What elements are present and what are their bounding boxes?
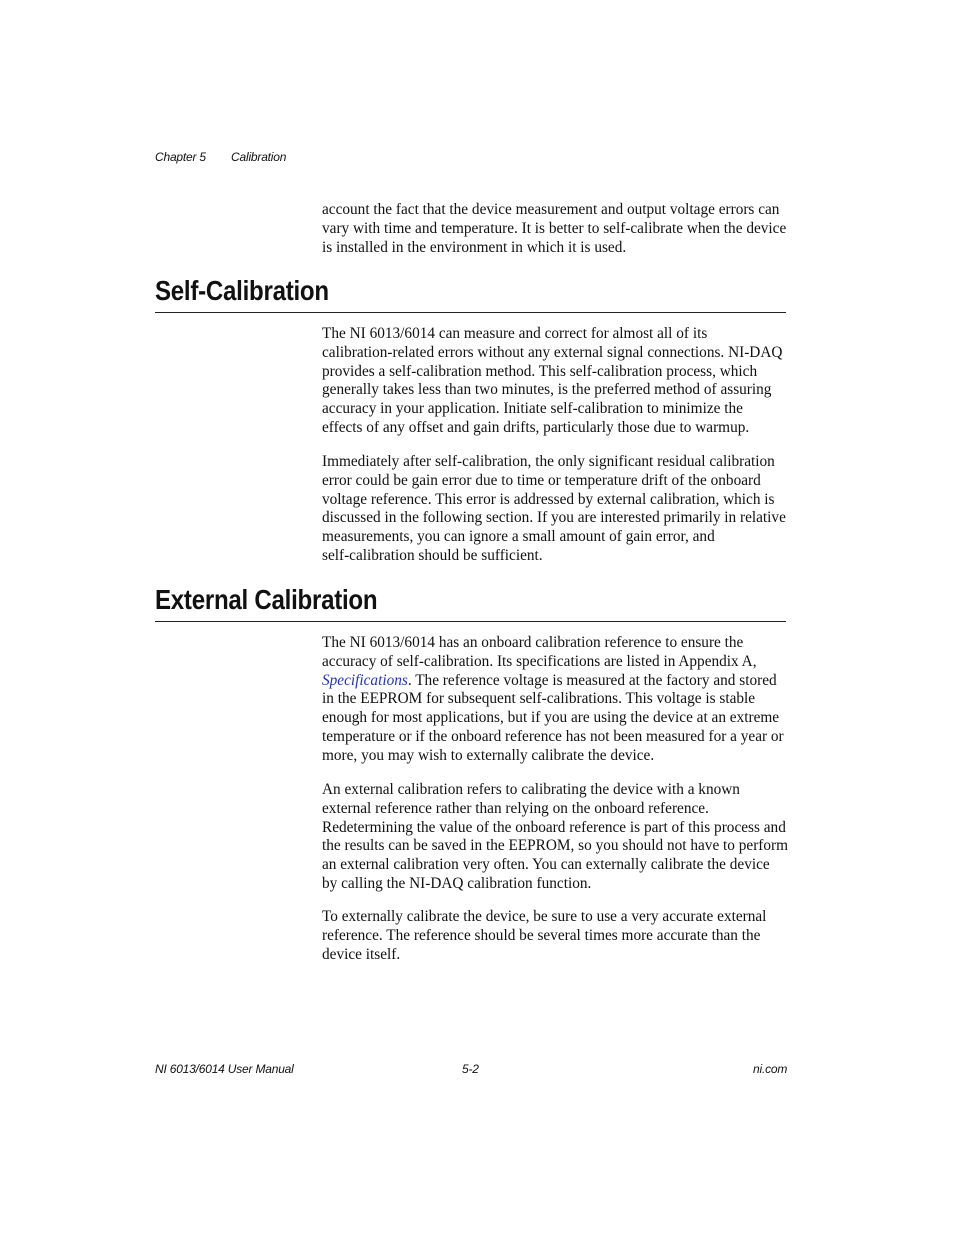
text-line: vary with time and temperature. It is better to self-calibrate when the device (322, 219, 787, 237)
text-line: external reference rather than relying on the onboard reference. (322, 799, 709, 817)
footer-manual-title: NI 6013/6014 User Manual (155, 1062, 294, 1076)
footer-page-number: 5-2 (462, 1062, 479, 1076)
text-line: calibration-related errors without any external signal connections. NI-DAQ (322, 343, 783, 361)
text-line: an external calibration very often. You can externally calibrate the device (322, 856, 770, 874)
text-line: Immediately after self-calibration, the only significant residual calibration (322, 453, 775, 470)
text-line: more, you may wish to externally calibrate the device. (322, 746, 655, 764)
text-line: the results can be saved in the EEPROM, so you should not have to perform (322, 837, 789, 855)
external-calibration-paragraph-3 (322, 908, 788, 964)
section-divider (155, 621, 786, 622)
self-calibration-heading: Self-Calibration (155, 275, 329, 306)
text-line: measurements, you can ignore a small amount of gain error, and (322, 528, 715, 546)
external-calibration-paragraph-1 (322, 634, 788, 766)
footer-website: ni.com (753, 1062, 788, 1076)
running-header (155, 150, 286, 164)
text-line: is installed in the environment in which it is used. (322, 238, 627, 256)
text-line: generally takes less than two minutes, is the preferred method of assuring (322, 381, 772, 399)
text-line: accuracy in your application. Initiate self-calibration to minimize the (322, 400, 743, 418)
text-line: Redetermining the value of the onboard reference is part of this process and (322, 818, 786, 836)
text-line: self-calibration should be sufficient. (322, 546, 543, 564)
text-line: enough for most applications, but if you are using the device at an extreme (322, 709, 780, 727)
text-line: temperature or if the onboard reference has not been measured for a year or (322, 727, 784, 745)
text-line: An external calibration refers to calibrating the device with a known (322, 781, 740, 798)
text-line: accuracy of self-calibration. Its specifications are listed in Appendix A, (322, 652, 757, 670)
self-calibration-paragraph-1 (322, 325, 788, 438)
text-line: in the EEPROM for subsequent self-calibrations. This voltage is stable (322, 690, 756, 708)
text-line: error could be gain error due to time or temperature drift of the onboard (322, 471, 761, 489)
section-label: Calibration (231, 150, 287, 164)
specifications-link[interactable]: Specifications (322, 671, 408, 689)
text-line: The NI 6013/6014 can measure and correct for almost all of its (322, 325, 708, 342)
text-line: reference. The reference should be several times more accurate than the (322, 926, 761, 944)
text-line (322, 672, 788, 691)
self-calibration-paragraph-2 (322, 453, 788, 566)
text-line: To externally calibrate the device, be sure to use a very accurate external (322, 908, 767, 925)
text-line: account the fact that the device measurement and output voltage errors can (322, 201, 780, 218)
text-line: device itself. (322, 945, 401, 963)
text-line: The NI 6013/6014 has an onboard calibration reference to ensure the (322, 634, 744, 651)
section-divider (155, 312, 786, 313)
text-line: voltage reference. This error is addressed by external calibration, which is (322, 490, 775, 508)
chapter-label: Chapter 5 (155, 150, 206, 164)
external-calibration-heading: External Calibration (155, 584, 378, 615)
text-line: provides a self-calibration method. This self-calibration process, which (322, 362, 758, 380)
text-line: discussed in the following section. If you are interested primarily in relative (322, 509, 786, 527)
text-line: effects of any offset and gain drifts, particularly those due to warmup. (322, 418, 750, 436)
intro-paragraph (322, 201, 788, 257)
external-calibration-paragraph-2 (322, 781, 788, 894)
text-fragment: . The reference voltage is measured at the factory and stored (407, 671, 777, 689)
text-line: by calling the NI-DAQ calibration function. (322, 874, 592, 892)
